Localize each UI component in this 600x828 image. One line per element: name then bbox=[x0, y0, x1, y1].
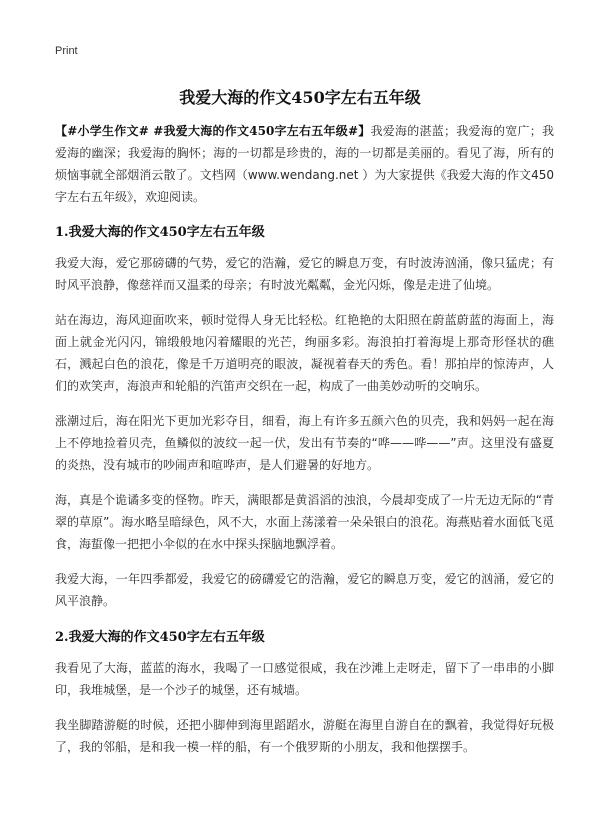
intro-text: 我爱海的湛蓝；我爱海的宽广；我爱海的幽深；我爱海的胸怀；海的一切都是珍贵的，海的一切都是美丽的。看见了海，所有的烦恼事就全部烟消云散了。文档网（www.wendang.net ）为大家提供《我爱大海的作文450字左右五年级》，欢迎阅读。 bbox=[55, 124, 554, 204]
intro-tag: 【#小学生作文# #我爱大海的作文450字左右五年级#】 bbox=[55, 124, 371, 138]
section-1-paragraph-2: 站在海边，海风迎面吹来，顿时觉得人身无比轻松。红艳艳的太阳照在蔚蓝蔚蓝的海面上，海面上就金光闪闪，锦缎般地闪着耀眼的光芒，绚丽多彩。海浪拍打着海堤上那奇形怪状的礁石，溅起白色的浪花，像是千万道明亮的眼波，凝视着春天的秀色。看！那拍岸的惊涛声，人们的欢笑声，海浪声和轮船的汽笛声交织在一起，构成了一曲美妙动听的交响乐。 bbox=[55, 313, 554, 393]
section-1-paragraph-4: 海，真是个诡谲多变的怪物。昨天，满眼都是黄滔滔的浊浪，今晨却变成了一片无边无际的“青翠的草原”。海水略呈暗绿色，风不大，水面上荡漾着一朵朵银白的浪花。海燕贴着水面低飞觅食，海蜇像一把把小伞似的在水中探头探脑地飘浮着。 bbox=[55, 493, 554, 551]
intro-paragraph bbox=[55, 120, 554, 208]
section-1-paragraph-1: 我爱大海，爱它那磅礴的气势，爱它的浩瀚，爱它的瞬息万变，有时波涛汹涌，像只猛虎；有时风平浪静，像慈祥而又温柔的母亲；有时波光粼粼，金光闪烁，像是走进了仙境。 bbox=[55, 256, 554, 292]
section-1-paragraph-3: 涨潮过后，海在阳光下更加光彩夺目，细看，海上有许多五颜六色的贝壳，我和妈妈一起在海上不停地捡着贝壳，鱼鳞似的波纹一起一伏，发出有节奏的“哗——哗——”声。这里没有盛夏的炎热，没有城市的吵闹声和喧哗声，是人们避暑的好地方。 bbox=[55, 414, 554, 472]
section-2-paragraph-1: 我看见了大海，蓝蓝的海水，我喝了一口感觉很咸，我在沙滩上走呀走，留下了一串串的小脚印，我堆城堡，是一个沙子的城堡，还有城墙。 bbox=[55, 661, 554, 697]
section-heading-2: 2.我爱大海的作文450字左右五年级 bbox=[55, 630, 265, 645]
page-title: 我爱大海的作文450字左右五年级 bbox=[179, 88, 421, 107]
section-2-paragraph-2: 我坐脚踏游艇的时候，还把小脚伸到海里蹈蹈水，游艇在海里自游自在的飘着，我觉得好玩极了，我的邻船，是和我一模一样的船，有一个俄罗斯的小朋友，我和他摆摆手。 bbox=[55, 718, 554, 754]
print-label: Print bbox=[55, 45, 78, 57]
article-body bbox=[55, 120, 554, 771]
section-heading-1: 1.我爱大海的作文450字左右五年级 bbox=[55, 225, 265, 240]
section-1-paragraph-5: 我爱大海，一年四季都爱，我爱它的磅礴爱它的浩瀚，爱它的瞬息万变，爱它的汹涌，爱它的风平浪静。 bbox=[55, 572, 554, 608]
